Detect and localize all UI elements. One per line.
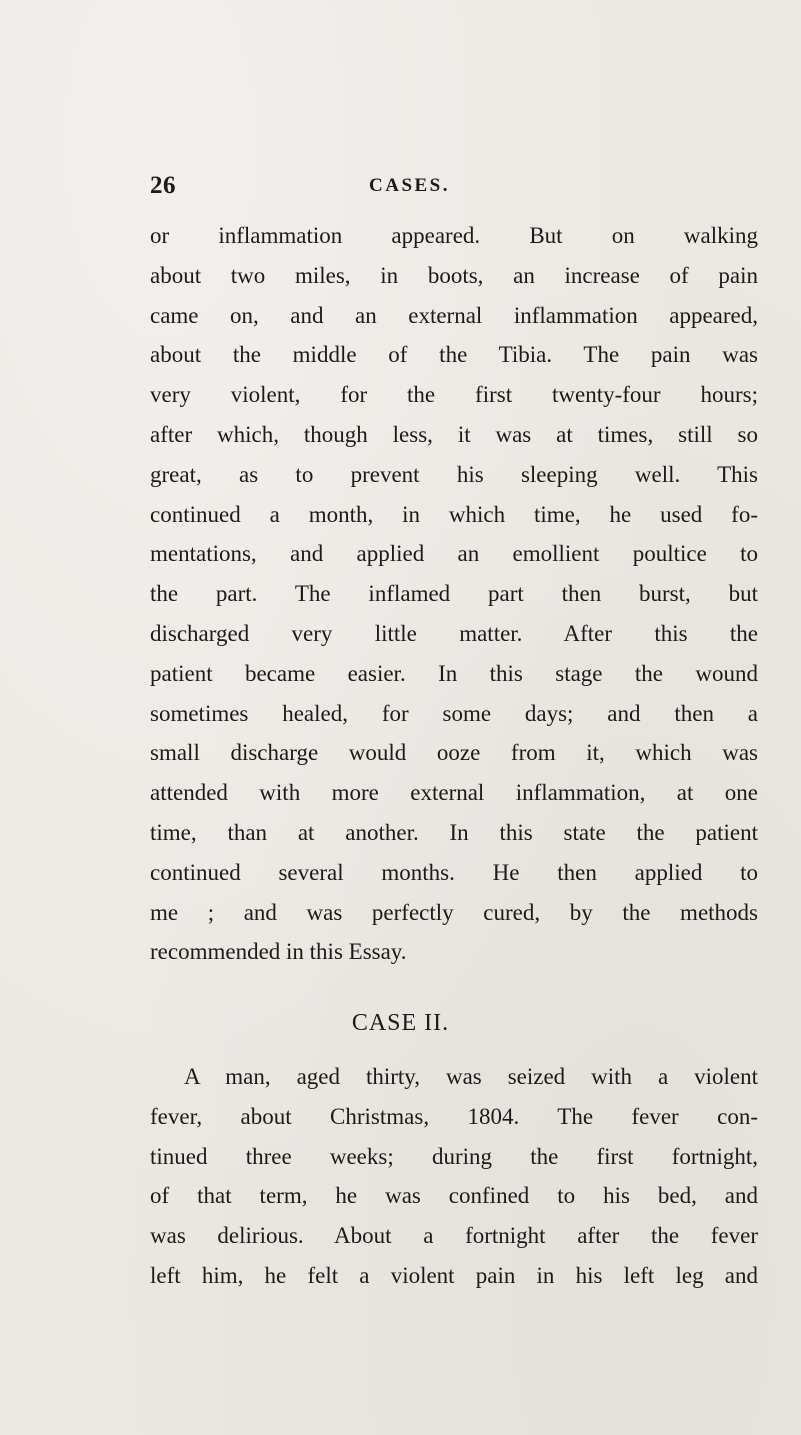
text-line: patient became easier. In this stage the wound xyxy=(150,660,758,686)
text-line: small discharge would ooze from it, which was xyxy=(150,740,758,766)
text-line: time, than at another. In this state the patient xyxy=(150,819,758,845)
text-line: after which, though less, it was at times, still so xyxy=(150,421,758,447)
section-title: CASES. xyxy=(369,175,450,196)
text-line: or inflammation appeared. But on walking xyxy=(150,223,758,248)
paragraph-case-two xyxy=(150,1057,758,1296)
text-line: left him, he felt a violent pain in his left leg and xyxy=(150,1262,758,1288)
text-line: discharged very little matter. After this the xyxy=(150,620,758,646)
case-heading: CASE II. xyxy=(351,1010,450,1036)
text-line: recommended in this Essay. xyxy=(150,939,407,965)
running-head xyxy=(150,172,710,204)
text-line: continued a month, in which time, he used fo- xyxy=(150,501,758,527)
text-line: about the middle of the Tibia. The pain was xyxy=(150,342,758,368)
text-line: tinued three weeks; during the first fortnight, xyxy=(150,1143,758,1169)
paragraph-case-one-continued xyxy=(150,216,758,972)
text-line: came on, and an external inflammation appeared, xyxy=(150,302,758,328)
text-line: of that term, he was confined to his bed, and xyxy=(150,1183,758,1209)
text-line: mentations, and applied an emollient poultice to xyxy=(150,541,758,567)
text-line: A man, aged thirty, was seized with a violent xyxy=(184,1064,758,1089)
text-line: me ; and was perfectly cured, by the methods xyxy=(150,899,758,925)
text-line: was delirious. About a fortnight after the fever xyxy=(150,1223,758,1249)
text-line: the part. The inflamed part then burst, but xyxy=(150,581,758,607)
text-line: attended with more external inflammation, at one xyxy=(150,780,758,806)
text-line: very violent, for the first twenty-four hours; xyxy=(150,382,758,408)
text-line: continued several months. He then applied to xyxy=(150,859,758,885)
page-number: 26 xyxy=(150,172,176,199)
text-line: about two miles, in boots, an increase of pain xyxy=(150,262,758,288)
text-line: fever, about Christmas, 1804. The fever con- xyxy=(150,1103,758,1129)
text-line: sometimes healed, for some days; and then a xyxy=(150,700,758,726)
text-line: great, as to prevent his sleeping well. This xyxy=(150,461,758,487)
